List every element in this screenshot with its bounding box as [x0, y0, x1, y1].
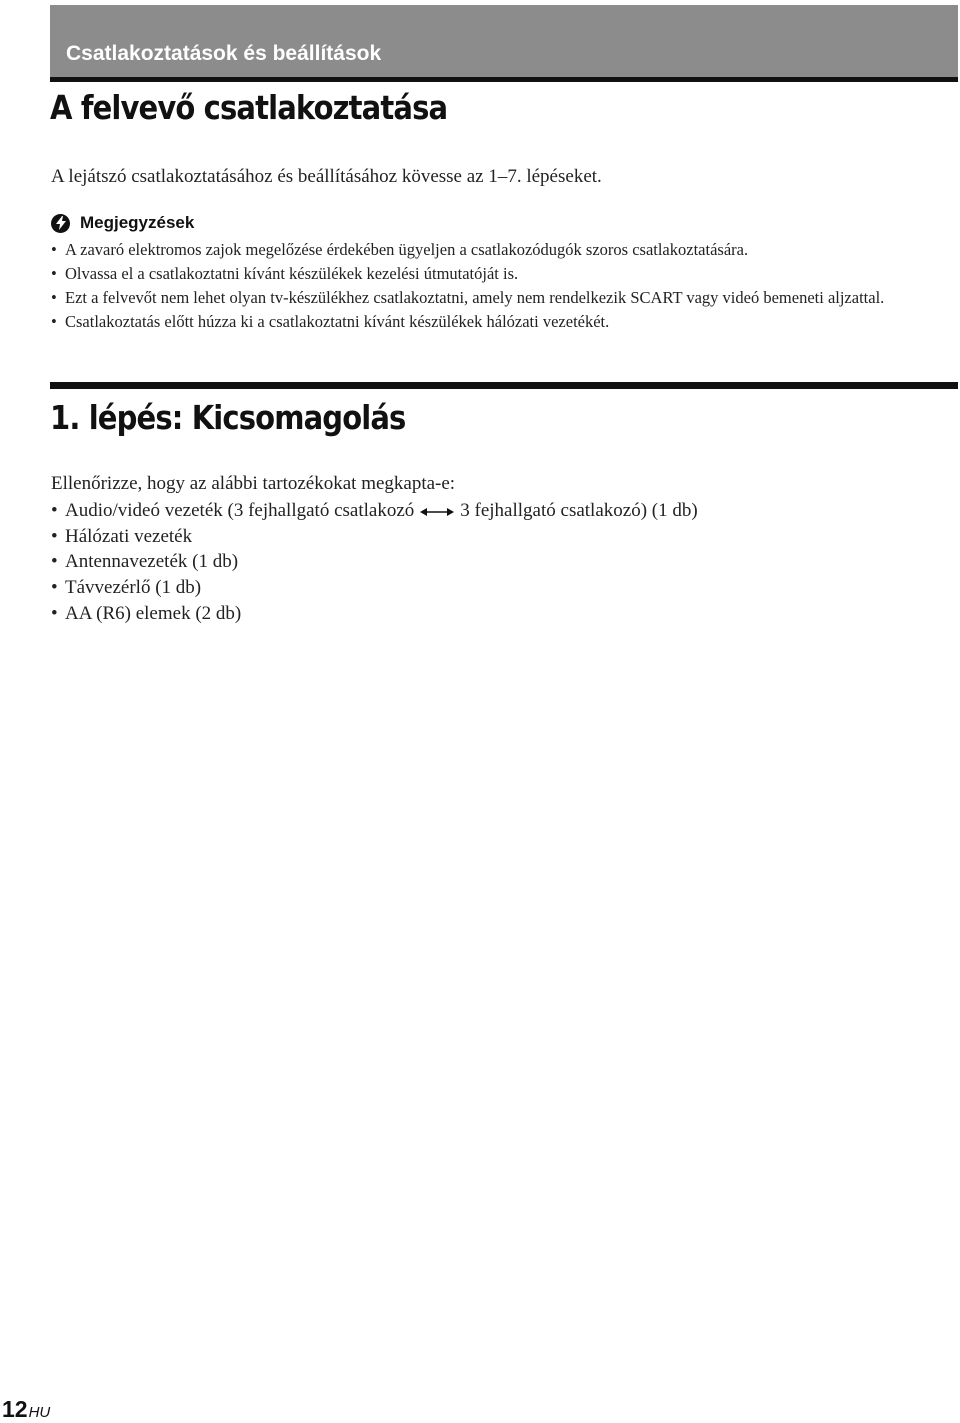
- accessory-item: • AA (R6) elemek (2 db): [51, 601, 956, 627]
- accessory-list: [51, 498, 956, 627]
- divider-rule: [50, 77, 958, 82]
- note-item: • Olvassa el a csatlakoztatni kívánt készülékek kezelési útmutatóját is.: [51, 262, 956, 286]
- note-item: • Csatlakoztatás előtt húzza ki a csatlakoztatni kívánt készülékek hálózati vezetékét.: [51, 310, 956, 334]
- step-intro: Ellenőrizze, hogy az alábbi tartozékokat megkapta-e:: [51, 473, 456, 494]
- accessory-item: • Távvezérlő (1 db): [51, 575, 956, 601]
- accessory-item-label: 3 fejhallgató csatlakozó) (1 db): [460, 500, 698, 521]
- note-item: • Ezt a felvevőt nem lehet olyan tv-készülékhez csatlakoztatni, amely nem rendelkezik SCART vagy videó bemeneti aljzattal.: [51, 286, 956, 310]
- accessory-item-label: Audio/videó vezeték (3 fejhallgató csatlakozó: [65, 500, 415, 521]
- accessory-item: • Antennavezeték (1 db): [51, 549, 956, 575]
- note-item: • A zavaró elektromos zajok megelőzése érdekében ügyeljen a csatlakozódugók szoros csatlakoztatására.: [51, 238, 956, 262]
- double-arrow-icon: [420, 506, 454, 518]
- notes-heading: [51, 213, 194, 233]
- page-number-value: 12: [2, 1396, 28, 1422]
- accessory-item: [51, 498, 956, 524]
- section-divider: [50, 382, 958, 389]
- section-header-bar: [50, 5, 958, 77]
- notes-list: [51, 238, 956, 334]
- page-locale: HU: [28, 1404, 51, 1421]
- intro-text: A lejátszó csatlakoztatásához és beállításához kövesse az 1–7. lépéseket.: [51, 166, 602, 187]
- warning-icon: [51, 214, 70, 233]
- section-title: Csatlakoztatások és beállítások: [66, 42, 382, 65]
- page-title: A felvevő csatlakoztatása: [50, 88, 448, 127]
- notes-heading-label: Megjegyzések: [80, 213, 195, 232]
- page-number: [2, 1396, 50, 1423]
- accessory-item: • Hálózati vezeték: [51, 524, 956, 550]
- step-title: 1. lépés: Kicsomagolás: [50, 398, 406, 437]
